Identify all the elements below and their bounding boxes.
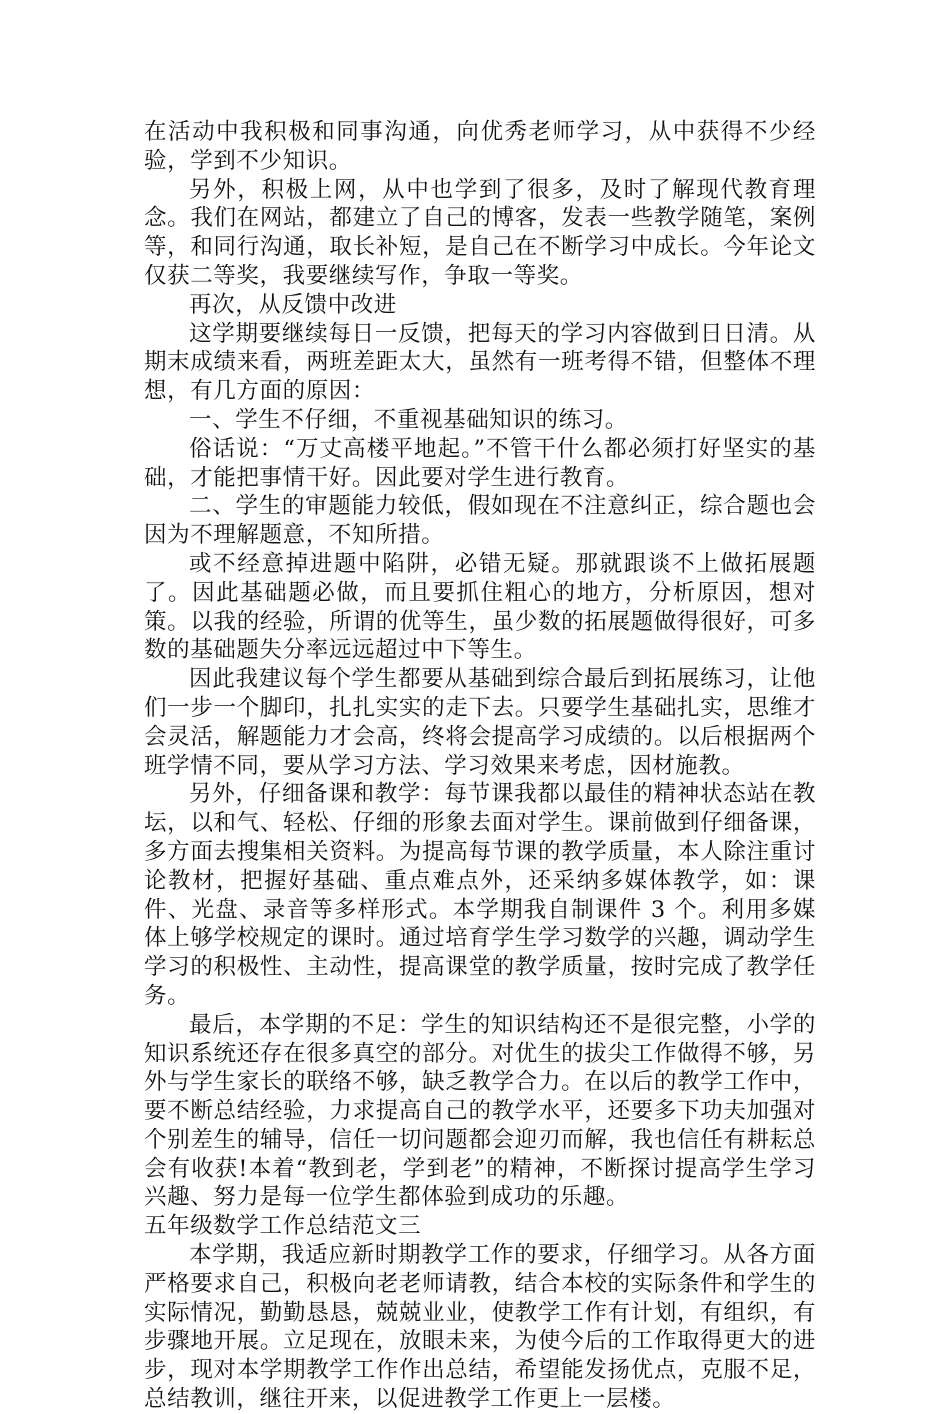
paragraph: 俗话说：“万丈高楼平地起。”不管干什么都必须打好坚实的基础，才能把事情干好。因此要对学生进行教育。 <box>144 435 816 491</box>
paragraph: 因此我建议每个学生都要从基础到综合最后到拓展练习，让他们一步一个脚印，扎扎实实的走下去。只要学生基础扎实，思维才会灵活，解题能力才会高，终将会提高学习成绩的。以后根据两个班学情不同，要从学习方法、学习效果来考虑，因材施教。 <box>144 666 816 779</box>
paragraph: 或不经意掉进题中陷阱，必错无疑。那就跟谈不上做拓展题了。因此基础题必做，而且要抓住粗心的地方，分析原因，想对策。以我的经验，所谓的优等生，虽少数的拓展题做得很好，可多数的基础题失分率远远超过中下等生。 <box>144 550 816 664</box>
list-item: 一、学生不仔细，不重视基础知识的练习。 <box>189 406 628 433</box>
paragraph: 这学期要继续每日一反馈，把每天的学习内容做到日日清。从期末成绩来看，两班差距太大，虽然有一班考得不错，但整体不理想，有几方面的原因： <box>144 320 816 405</box>
article-title: 五年级数学工作总结范文三 <box>144 1213 422 1240</box>
section-heading: 再次，从反馈中改进 <box>189 291 397 318</box>
paragraph: 最后，本学期的不足：学生的知识结构还不是很完整，小学的知识系统还存在很多真空的部分。对优生的拔尖工作做得不够，另外与学生家长的联络不够，缺乏教学合力。在以后的教学工作中，要不断总结经验，力求提高自己的教学水平，还要多下功夫加强对个别差生的辅导，信任一切问题都会迎刃而解，我也信任有耕耘总会有收获!本着“教到老，学到老”的精神，不断探讨提高学生学习兴趣、努力是每一位学生都体验到成功的乐趣。 <box>144 1011 816 1211</box>
list-item: 二、学生的审题能力较低，假如现在不注意纠正，综合题也会因为不理解题意，不知所措。 <box>144 493 816 549</box>
paragraph: 另外，仔细备课和教学：每节课我都以最佳的精神状态站在教坛，以和气、轻松、仔细的形象去面对学生。课前做到仔细备课，多方面去搜集相关资料。为提高每节课的教学质量，本人除注重讨论教材，把握好基础、重点难点外，还采纳多媒体教学，如：课件、光盘、录音等多样形式。本学期我自制课件 3 个。利用多媒体上够学校规定的课时。通过培育学生学习数学的兴趣，调动学生学习的积极性、主动性，提高课堂的教学质量，按时完成了教学任务。 <box>144 781 816 1009</box>
paragraph: 另外，积极上网，从中也学到了很多，及时了解现代教育理念。我们在网站，都建立了自己的博客，发表一些教学随笔，案例等，和同行沟通，取长补短，是自己在不断学习中成长。今年论文仅获二等奖，我要继续写作，争取一等奖。 <box>144 176 816 289</box>
paragraph: 在活动中我积极和同事沟通，向优秀老师学习，从中获得不少经验，学到不少知识。 <box>144 119 816 174</box>
paragraph: 本学期，我适应新时期教学工作的要求，仔细学习。从各方面严格要求自己，积极向老老师请教，结合本校的实际条件和学生的实际情况，勤勤恳恳，兢兢业业，使教学工作有计划，有组织，有步骤地开展。立足现在，放眼未来，为使今后的工作取得更大的进步，现对本学期教学工作作出总结，希望能发扬优点，克服不足，总结教训，继往开来，以促进教学工作更上一层楼。 <box>144 1242 816 1413</box>
document-body <box>144 118 816 1414</box>
